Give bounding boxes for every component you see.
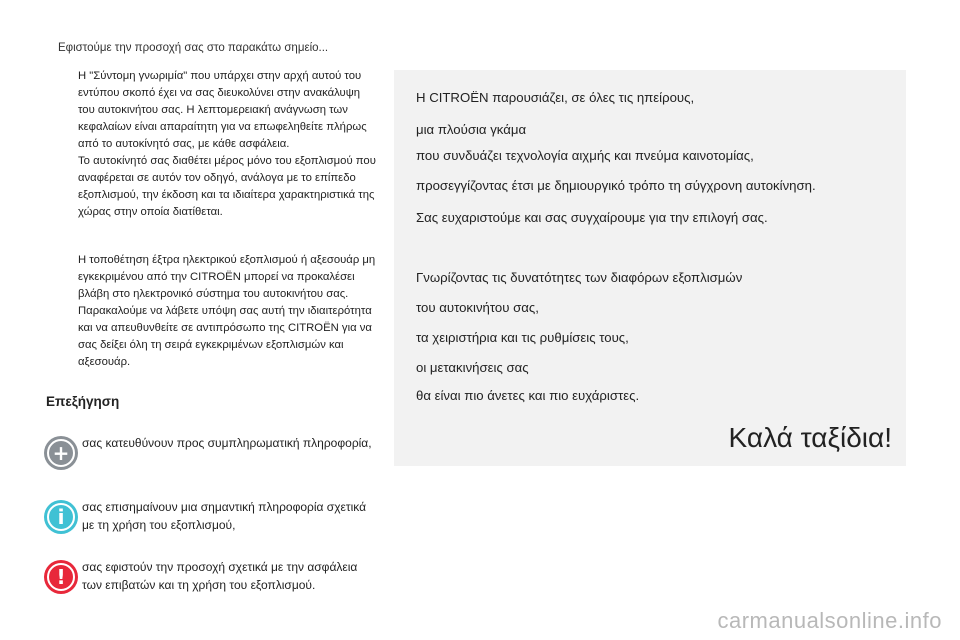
warning-icon	[44, 560, 78, 594]
welcome-line: προσεγγίζοντας έτσι με δημιουργικό τρόπο τη σύγχρονη αυτοκίνηση.	[416, 178, 816, 193]
info-icon	[44, 500, 78, 534]
legend-heading: Επεξήγηση	[46, 394, 120, 409]
plus-glyph: +	[47, 439, 75, 467]
accessories-paragraph: Η τοποθέτηση έξτρα ηλεκτρικού εξοπλισμού ή αξεσουάρ μη εγκεκριμένου από την CITROËN μπορεί να προκαλέσει βλάβη στο ηλεκτρονικό σύστημα του αυτοκινήτου σας. Παρακαλούμε να λάβετε υπόψη σας αυτή την ιδιαιτερότητα και να απευθυνθείτε σε αντιπρόσωπο της CITROËN για να σας δείξει όλη τη σειρά εγκεκριμένων εξοπλισμών και αξεσουάρ.	[78, 254, 376, 368]
intro-paragraph: Η "Σύντομη γνωριμία" που υπάρχει στην αρχή αυτού του εντύπου σκοπό έχει να σας διευκολύνει στην ανακάλυψη του αυτοκινήτου σας. Η λεπτομερειακή ανάγνωση των κεφαλαίων είναι απαραίτητη για να επωφεληθείτε πλήρως από το αυτοκίνητό σας, με κάθε ασφάλεια. Το αυτοκίνητό σας διαθέτει μέρος μόνο του εξοπλισμού που αναφέρεται σε αυτόν τον οδηγό, ανάλογα με το επίπεδο εξοπλισμού, την έκδοση και τα ιδιαίτερα χαρακτηριστικά της χώρας στην οποία διατίθεται.	[78, 70, 376, 218]
legend-text-info: σας επισημαίνουν μια σημαντική πληροφορία σχετικά με τη χρήση του εξοπλισμού,	[82, 500, 367, 532]
welcome-line: που συνδυάζει τεχνολογία αιχμής και πνεύμα καινοτομίας,	[416, 148, 754, 163]
welcome-line: Γνωρίζοντας τις δυνατότητες των διαφόρων εξοπλισμών	[416, 270, 743, 285]
welcome-line: οι μετακινήσεις σας	[416, 360, 529, 375]
plus-icon	[44, 436, 78, 470]
closing-greeting: Καλά ταξίδια!	[728, 422, 892, 453]
welcome-line: θα είναι πιο άνετες και πιο ευχάριστες.	[416, 388, 640, 403]
welcome-line: Η CITROËN παρουσιάζει, σε όλες τις ηπείρους,	[416, 90, 695, 105]
legend-text-warning: σας εφιστούν την προσοχή σχετικά με την ασφάλεια των επιβατών και τη χρήση του εξοπλισμού.	[82, 560, 358, 592]
info-glyph: i	[47, 503, 75, 531]
welcome-line: μια πλούσια γκάμα	[416, 122, 527, 137]
legend-item-plus	[44, 434, 374, 474]
warning-glyph: !	[47, 563, 75, 591]
intro-text: Εφιστούμε την προσοχή σας στο παρακάτω σημείο...	[58, 42, 329, 54]
welcome-line: τα χειριστήρια και τις ρυθμίσεις τους,	[416, 330, 629, 345]
welcome-box	[394, 70, 906, 466]
welcome-line: του αυτοκινήτου σας,	[416, 300, 539, 315]
legend-text-plus: σας κατευθύνουν προς συμπληρωματική πληροφορία,	[82, 436, 372, 450]
welcome-line: Σας ευχαριστούμε και σας συγχαίρουμε για την επιλογή σας.	[416, 210, 768, 225]
legend-item-warning	[44, 558, 374, 598]
watermark: carmanualsonline.info	[717, 608, 942, 633]
legend-item-info	[44, 498, 374, 538]
